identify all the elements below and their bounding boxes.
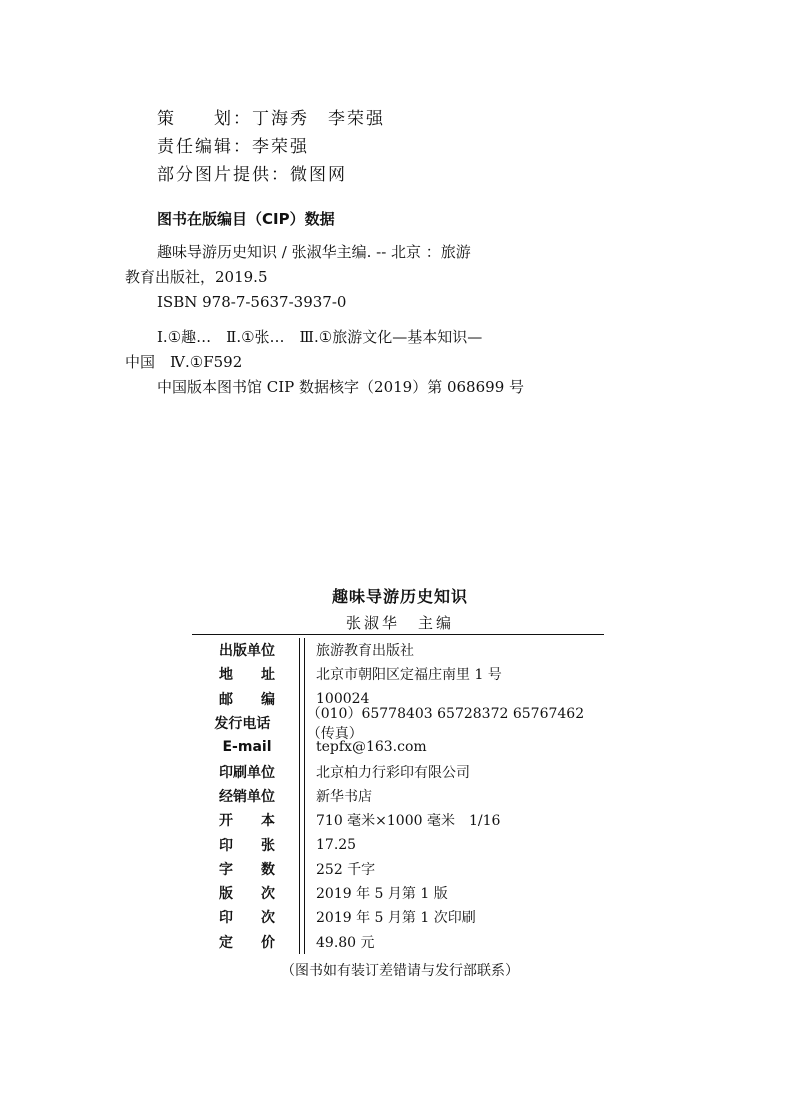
info-row bbox=[192, 638, 612, 662]
credits-block bbox=[157, 105, 385, 189]
info-value: tepfx@163.com bbox=[316, 739, 427, 756]
credit-value: 丁海秀 李荣强 bbox=[252, 109, 385, 129]
credit-label: 部分图片提供： bbox=[157, 165, 290, 185]
info-value: 2019 年 5 月第 1 次印刷 bbox=[316, 910, 476, 927]
info-row bbox=[192, 881, 612, 905]
info-label: 字 数 bbox=[219, 861, 275, 878]
info-value: 2019 年 5 月第 1 版 bbox=[316, 886, 448, 903]
info-value: 17.25 bbox=[316, 836, 357, 853]
info-label: 印 张 bbox=[219, 837, 275, 854]
cip-line: 教育出版社，2019.5 bbox=[125, 268, 268, 286]
cip-line: 中国版本图书馆 CIP 数据核字（2019）第 068699 号 bbox=[157, 378, 525, 396]
info-label: 经销单位 bbox=[219, 788, 275, 805]
info-value: 49.80 元 bbox=[316, 934, 375, 951]
info-row bbox=[192, 857, 612, 881]
info-row bbox=[192, 930, 612, 954]
cip-line: 中国 Ⅳ.①F592 bbox=[125, 353, 243, 371]
info-value: 北京柏力行彩印有限公司 bbox=[316, 764, 470, 781]
cip-body bbox=[125, 240, 545, 400]
credit-label: 策 划： bbox=[157, 109, 252, 129]
column-divider bbox=[299, 638, 305, 954]
cip-heading: 图书在版编目（CIP）数据 bbox=[157, 210, 335, 228]
footnote: （图书如有装订差错请与发行部联系） bbox=[281, 963, 519, 979]
info-label: 印 次 bbox=[219, 910, 275, 927]
book-editor: 张淑华 主编 bbox=[345, 614, 454, 632]
book-title: 趣味导游历史知识 bbox=[331, 587, 468, 606]
info-label: 发行电话 bbox=[214, 716, 271, 733]
info-value: （010）65778403 65728372 65767462（传真） bbox=[306, 706, 585, 743]
info-row bbox=[192, 662, 612, 686]
info-value: 710 毫米×1000 毫米 1/16 bbox=[316, 813, 501, 830]
info-row bbox=[192, 808, 612, 832]
info-value: 252 千字 bbox=[316, 861, 376, 878]
info-label: 邮 编 bbox=[219, 691, 275, 708]
info-value: 旅游教育出版社 bbox=[316, 643, 414, 660]
publication-info-table bbox=[192, 638, 612, 954]
info-row bbox=[192, 759, 612, 783]
credit-label: 责任编辑： bbox=[157, 137, 252, 157]
cip-isbn: ISBN 978-7-5637-3937-0 bbox=[157, 293, 347, 311]
info-value: 100024 bbox=[316, 690, 370, 707]
credit-value: 李荣强 bbox=[252, 137, 309, 157]
info-label: 出版单位 bbox=[219, 643, 275, 660]
cip-line: 趣味导游历史知识 / 张淑华主编. -- 北京 ：旅游 bbox=[157, 243, 471, 261]
cip-line: Ⅰ.①趣… Ⅱ.①张… Ⅲ.①旅游文化—基本知识— bbox=[157, 328, 483, 346]
info-value: 北京市朝阳区定福庄南里 1 号 bbox=[316, 667, 502, 684]
info-label: 版 次 bbox=[219, 886, 275, 903]
info-row bbox=[192, 784, 612, 808]
info-row bbox=[192, 905, 612, 929]
info-row bbox=[192, 706, 612, 743]
divider bbox=[192, 634, 604, 635]
credit-value: 微图网 bbox=[290, 165, 347, 185]
credit-editor bbox=[157, 133, 385, 161]
info-label: 印刷单位 bbox=[219, 764, 275, 781]
info-label: 地 址 bbox=[219, 667, 275, 684]
info-row bbox=[192, 832, 612, 856]
credit-planner bbox=[157, 105, 385, 133]
info-value: 新华书店 bbox=[316, 788, 372, 805]
credit-images bbox=[157, 161, 385, 189]
info-label: 开 本 bbox=[219, 813, 275, 830]
info-label: 定 价 bbox=[219, 934, 275, 951]
info-label: E-mail bbox=[222, 739, 272, 756]
